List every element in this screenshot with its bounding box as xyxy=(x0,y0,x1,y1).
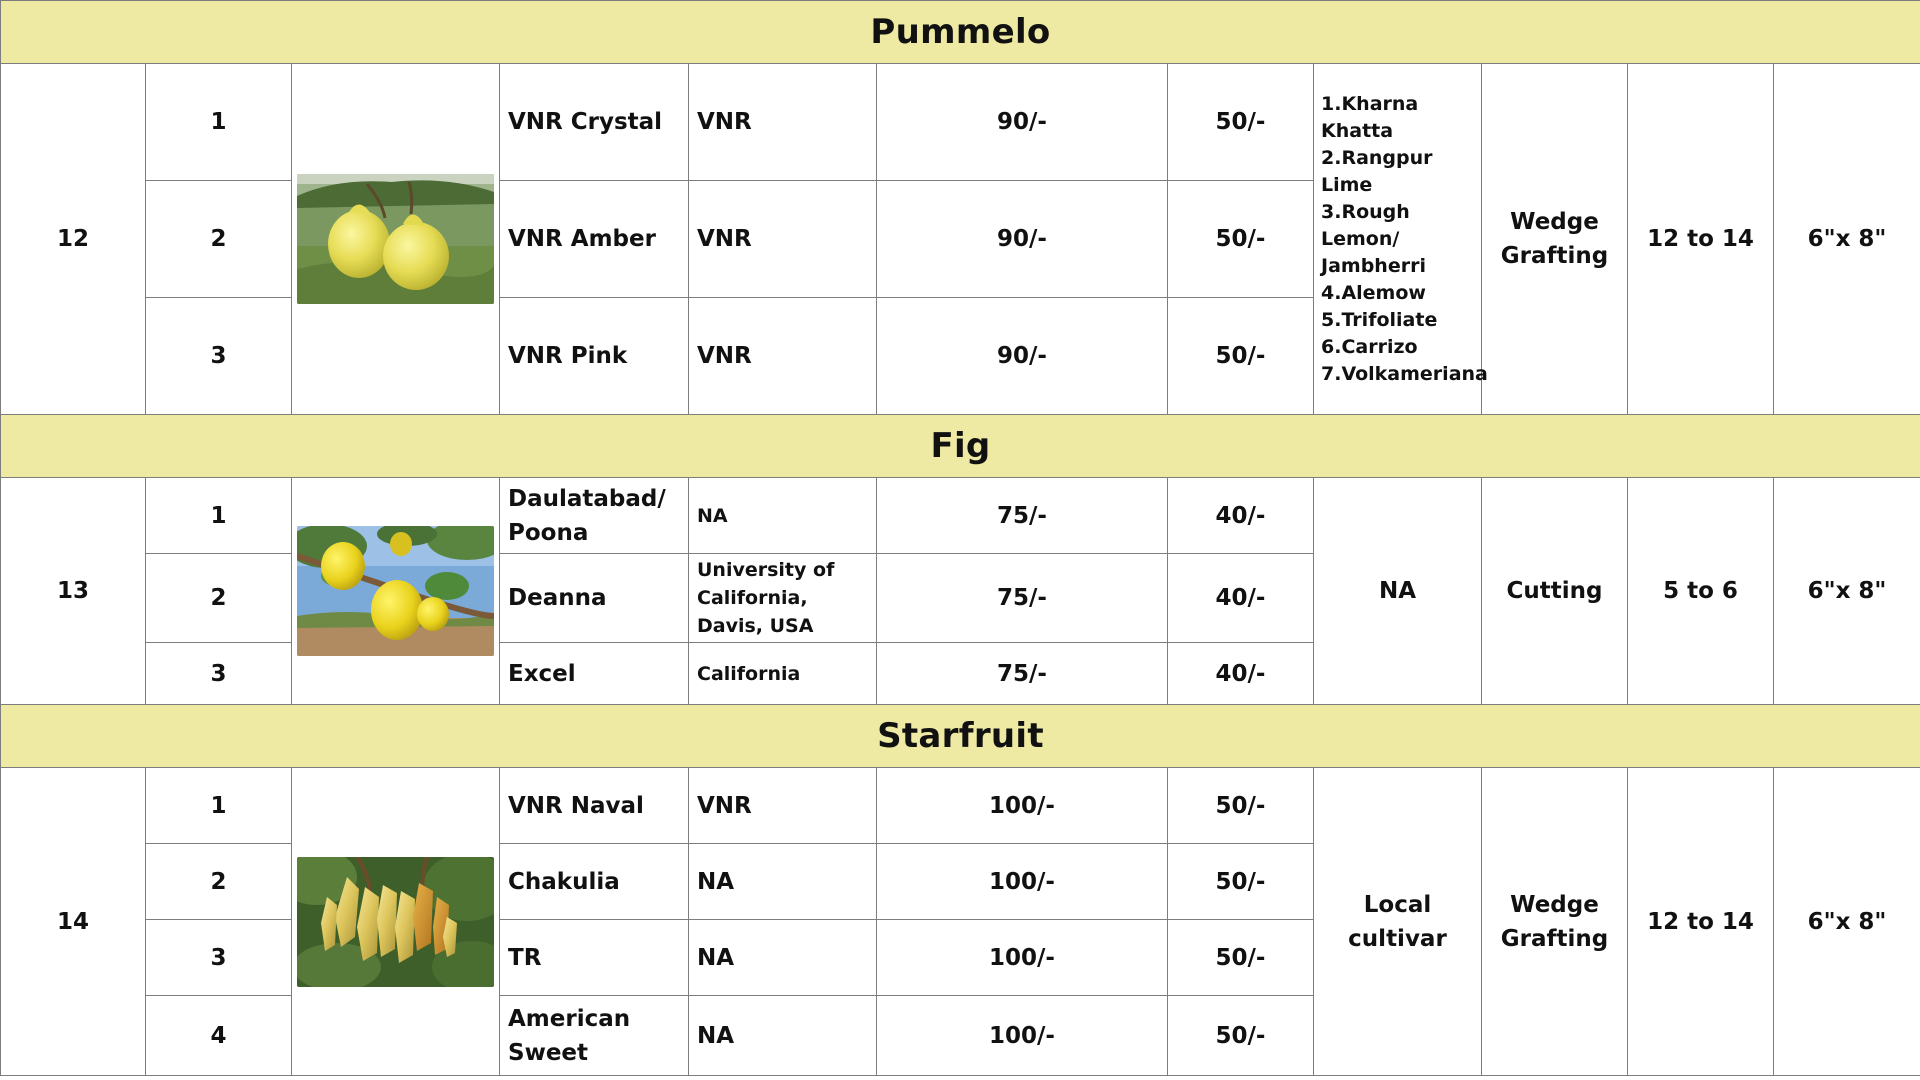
starfruit-photo xyxy=(297,857,494,987)
variety-source: VNR xyxy=(689,768,877,844)
price-primary: 75/- xyxy=(877,554,1168,643)
bag-size: 6"x 8" xyxy=(1774,478,1920,705)
variety-name: VNR Naval xyxy=(500,768,689,844)
rootstock: NA xyxy=(1314,478,1482,705)
bag-size: 6"x 8" xyxy=(1774,768,1920,1076)
variety-name: VNR Pink xyxy=(500,298,689,415)
variety-number: 1 xyxy=(146,64,292,181)
fig-fruit-photo xyxy=(297,526,494,656)
price-primary: 100/- xyxy=(877,996,1168,1076)
variety-name: VNR Crystal xyxy=(500,64,689,181)
price-secondary: 40/- xyxy=(1168,643,1314,705)
variety-source: California xyxy=(689,643,877,705)
variety-source: NA xyxy=(689,996,877,1076)
rootstock-item: 3.Rough Lemon/ Jambherri xyxy=(1321,200,1426,277)
rootstock-item: 7.Volkameriana xyxy=(1321,362,1488,385)
plant-age: 5 to 6 xyxy=(1628,478,1774,705)
rootstock-item: 5.Trifoliate xyxy=(1321,308,1438,331)
variety-name: Deanna xyxy=(500,554,689,643)
variety-name: American Sweet xyxy=(500,996,689,1076)
price-secondary: 50/- xyxy=(1168,844,1314,920)
variety-source: University of California, Davis, USA xyxy=(689,554,877,643)
fruit-photo-cell xyxy=(292,478,500,705)
fruit-photo-cell xyxy=(292,64,500,415)
serial-number: 12 xyxy=(1,64,146,415)
variety-source: NA xyxy=(689,478,877,554)
variety-name: Excel xyxy=(500,643,689,705)
bag-size: 6"x 8" xyxy=(1774,64,1920,415)
variety-number: 4 xyxy=(146,996,292,1076)
price-primary: 90/- xyxy=(877,64,1168,181)
table-row xyxy=(1,64,1920,181)
price-secondary: 50/- xyxy=(1168,64,1314,181)
propagation-method: Wedge Grafting xyxy=(1482,768,1628,1076)
variety-source: NA xyxy=(689,920,877,996)
variety-number: 2 xyxy=(146,181,292,298)
variety-number: 3 xyxy=(146,643,292,705)
propagation-method: Wedge Grafting xyxy=(1482,64,1628,415)
rootstock-list xyxy=(1314,64,1488,415)
variety-source: NA xyxy=(689,844,877,920)
variety-number: 3 xyxy=(146,298,292,415)
price-primary: 90/- xyxy=(877,298,1168,415)
variety-name: TR xyxy=(500,920,689,996)
price-secondary: 40/- xyxy=(1168,478,1314,554)
rootstock-item: 4.Alemow xyxy=(1321,281,1426,304)
variety-name: VNR Amber xyxy=(500,181,689,298)
variety-number: 1 xyxy=(146,768,292,844)
price-primary: 75/- xyxy=(877,478,1168,554)
rootstock: Local cultivar xyxy=(1314,768,1482,1076)
price-secondary: 50/- xyxy=(1168,181,1314,298)
price-secondary: 50/- xyxy=(1168,920,1314,996)
plant-age: 12 to 14 xyxy=(1628,768,1774,1076)
variety-source: VNR xyxy=(689,64,877,181)
propagation-method: Cutting xyxy=(1482,478,1628,705)
rootstock-item: 6.Carrizo xyxy=(1321,335,1418,358)
table-row xyxy=(1,768,1920,844)
price-primary: 75/- xyxy=(877,643,1168,705)
price-primary: 100/- xyxy=(877,920,1168,996)
rootstock-item: 1.Kharna Khatta xyxy=(1321,92,1419,142)
price-secondary: 50/- xyxy=(1168,768,1314,844)
fruit-photo-cell xyxy=(292,768,500,1076)
section-header-starfruit xyxy=(1,705,1920,768)
price-primary: 100/- xyxy=(877,844,1168,920)
variety-name: Daulatabad/ Poona xyxy=(500,478,689,554)
variety-number: 3 xyxy=(146,920,292,996)
plant-age: 12 to 14 xyxy=(1628,64,1774,415)
variety-number: 1 xyxy=(146,478,292,554)
variety-source: VNR xyxy=(689,181,877,298)
section-title: Starfruit xyxy=(1,705,1920,768)
price-primary: 100/- xyxy=(877,768,1168,844)
variety-source: VNR xyxy=(689,298,877,415)
section-header-pummelo xyxy=(1,1,1920,64)
section-title: Pummelo xyxy=(1,1,1920,64)
table-row xyxy=(1,478,1920,554)
section-header-fig xyxy=(1,415,1920,478)
variety-number: 2 xyxy=(146,554,292,643)
rootstock-item: 2.Rangpur Lime xyxy=(1321,146,1433,196)
variety-name: Chakulia xyxy=(500,844,689,920)
serial-number: 13 xyxy=(1,478,146,705)
variety-number: 2 xyxy=(146,844,292,920)
price-secondary: 50/- xyxy=(1168,298,1314,415)
price-primary: 90/- xyxy=(877,181,1168,298)
price-secondary: 40/- xyxy=(1168,554,1314,643)
serial-number: 14 xyxy=(1,768,146,1076)
price-secondary: 50/- xyxy=(1168,996,1314,1076)
pummelo-fruit-photo xyxy=(297,174,494,304)
section-title: Fig xyxy=(1,415,1920,478)
